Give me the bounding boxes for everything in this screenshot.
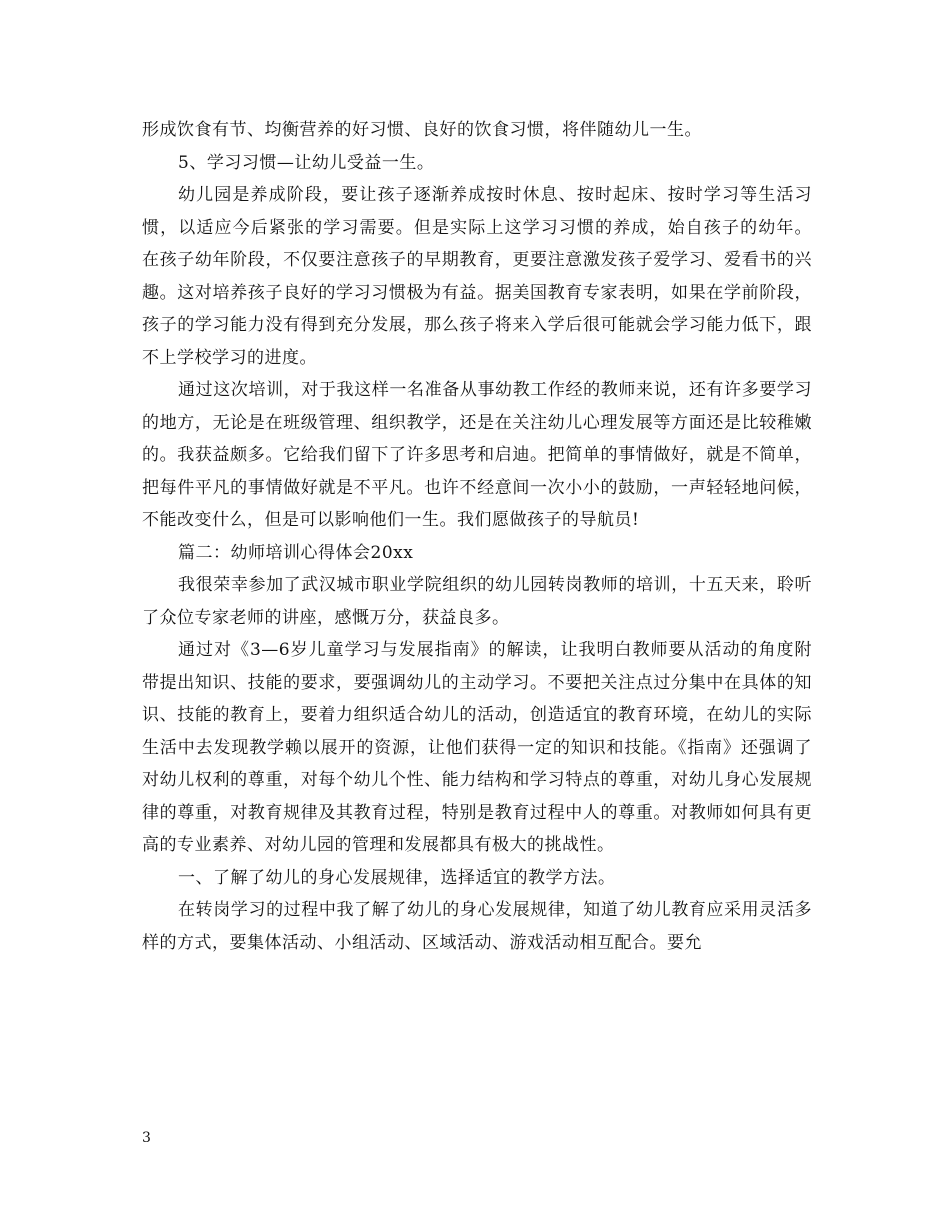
document-body [142,114,812,959]
paragraph-2: 5、学习习惯—让幼儿受益一生。 [178,152,435,173]
page-number: 3 [142,1130,151,1146]
section-heading: 篇二：幼师培训心得体会20xx [178,542,414,563]
paragraph-4: 通过这次培训，对于我这样一名准备从事幼教工作经的教师来说，还有许多要学习的地方，无论是在班级管理、组织教学，还是在关注幼儿心理发展等方面还是比较稚嫩的。我获益颇多。它给我们留下了许多思考和启迪。把简单的事情做好，就是不简单，把每件平凡的事情做好就是不平凡。也许不经意间一次小小的鼓励，一声轻轻地问候，不能改变什么，但是可以影响他们一生。我们愿做孩子的导航员! [142,380,812,530]
subheading-1: 一、了解了幼儿的身心发展规律，选择适宜的教学方法。 [178,867,616,888]
paragraph-6: 我很荣幸参加了武汉城市职业学院组织的幼儿园转岗教师的培训，十五天来，聆听了众位专家老师的讲座，感慨万分，获益良多。 [142,575,812,628]
paragraph-9: 在转岗学习的过程中我了解了幼儿的身心发展规律，知道了幼儿教育应采用灵活多样的方式，要集体活动、小组活动、区域活动、游戏活动相互配合。要允 [142,900,812,953]
paragraph-3: 幼儿园是养成阶段，要让孩子逐渐养成按时休息、按时起床、按时学习等生活习惯，以适应今后紧张的学习需要。但是实际上这学习习惯的养成，始自孩子的幼年。 在孩子幼年阶段，不仅要注意孩子的早期教育，更要注意激发孩子爱学习、爱看书的兴趣。这对培养孩子良好的学习习惯极为有益。据美国教育专家表明，如果在学前阶段，孩子的学习能力没有得到充分发展，那么孩子将来入学后很可能就会学习能力低下，跟不上学校学习的进度。 [142,185,812,368]
paragraph-1: 形成饮食有节、均衡营养的好习惯、良好的饮食习惯，将伴随幼儿一生。 [142,120,702,140]
paragraph-7: 通过对《3—6岁儿童学习与发展指南》的解读，让我明白教师要从活动的角度附带提出知识、技能的要求，要强调幼儿的主动学习。不要把关注点过分集中在具体的知识、技能的教育上，要着力组织适合幼儿的活动，创造适宜的教育环境，在幼儿的实际生活中去发现教学赖以展开的资源，让他们获得一定的知识和技能。《指南》还强调了对幼儿权利的尊重，对每个幼儿个性、能力结构和学习特点的尊重，对幼儿身心发展规律的尊重，对教育规律及其教育过程，特别是教育过程中人的尊重。对教师如何具有更高的专业素养、对幼儿园的管理和发展都具有极大的挑战性。 [142,640,812,855]
